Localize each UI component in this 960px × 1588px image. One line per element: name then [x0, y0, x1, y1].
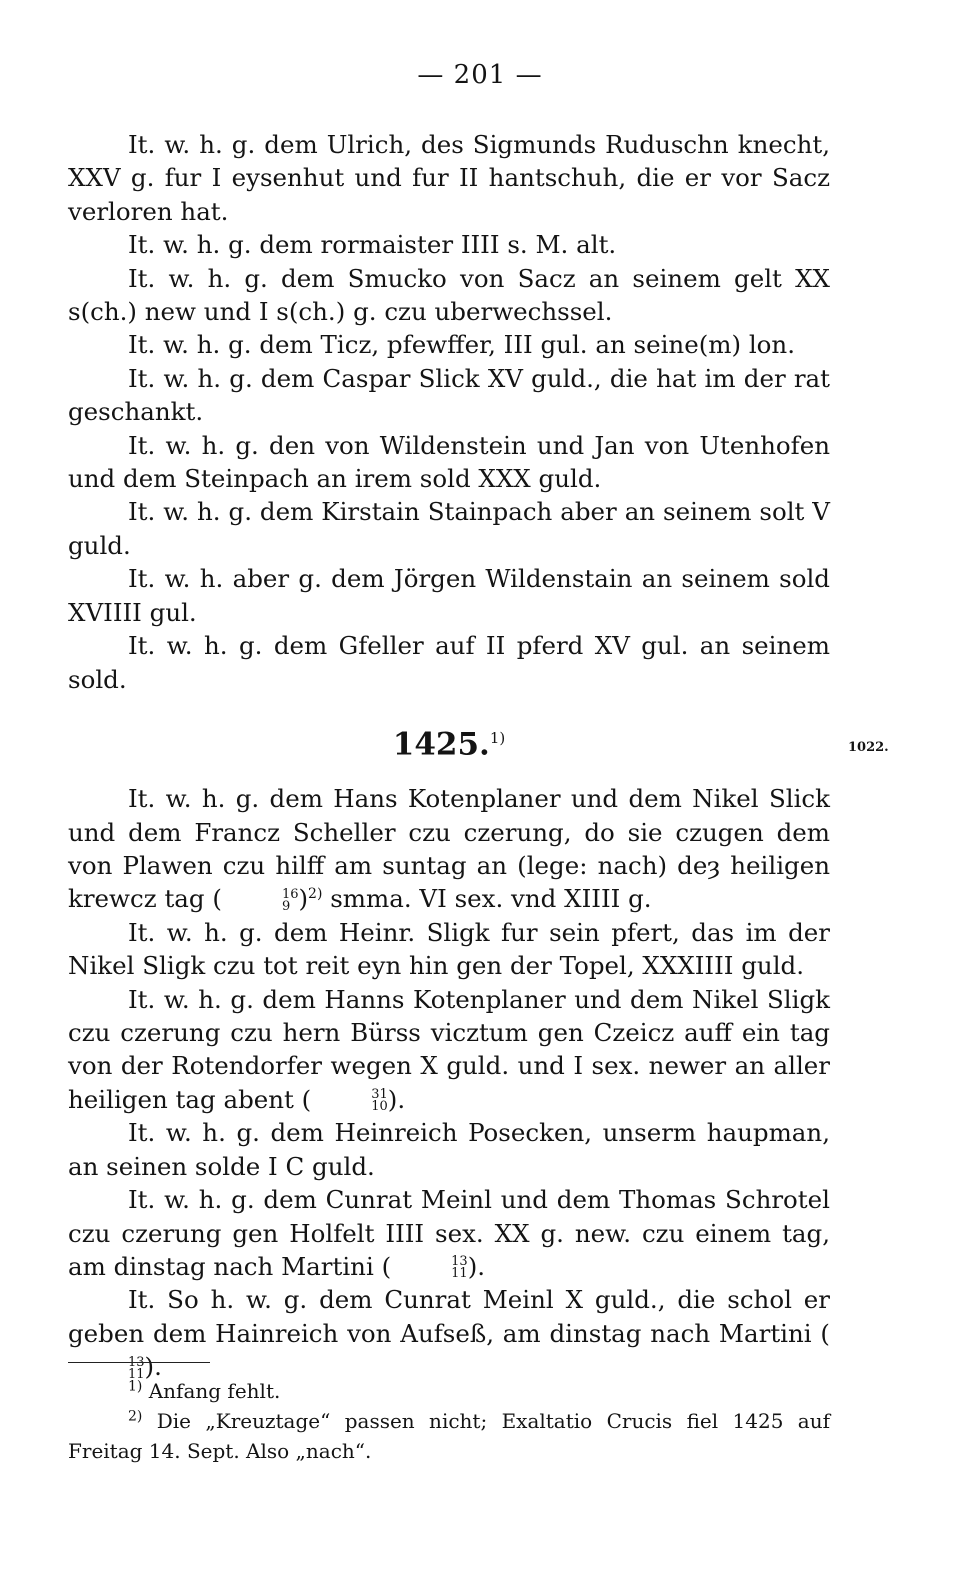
fraction-numerator: 16 — [281, 886, 299, 902]
footnote-marker: 2) — [128, 1408, 143, 1425]
paragraph: It. w. h. g. dem rormaister IIII s. M. alt. — [128, 230, 617, 260]
footnote-text: Anfang fehlt. — [142, 1379, 281, 1403]
paragraph: It. w. h. g. dem Caspar Slick XV guld., die hat im der rat geschankt. — [68, 363, 830, 427]
paragraph-text: It. w. h. g. dem Hanns Kotenplaner und dem Nikel Sligk czu czerung czu hern Bürss vicztum gen Czeicz auff ein tag von der Rotendorfer wegen X guld. und I sex. newer an aller heiligen tag abent ( — [68, 984, 830, 1114]
fraction-numerator: 13 — [128, 1354, 145, 1370]
paragraph: It. w. h. g. dem Ulrich, des Sigmunds Ruduschn knecht, XXV g. fur I eysenhut und fur II hantschuh, die er vor Sacz verloren hat. — [68, 130, 830, 226]
date-fraction — [311, 1089, 388, 1113]
fraction-denominator: 10 — [371, 1099, 388, 1115]
paragraph-text: smma. VI sex. vnd XIIII g. — [322, 884, 652, 914]
fraction-denominator: 11 — [128, 1366, 145, 1382]
paragraph — [68, 782, 830, 916]
margin-number: 1022. — [848, 739, 889, 755]
fraction-denominator: 9 — [281, 898, 291, 914]
date-fraction — [391, 1256, 468, 1280]
heading-footnote-ref: 1) — [489, 728, 506, 747]
paragraph-text: ) — [298, 884, 309, 914]
paragraph: It. w. h. g. dem Smucko von Sacz an seinem gelt XX s(ch.) new und I s(ch.) g. czu uberwechssel. — [68, 263, 830, 327]
footnote-marker: 1) — [128, 1378, 143, 1395]
footnote-ref: 2) — [308, 886, 323, 903]
paragraph-text: ). — [387, 1084, 406, 1114]
paragraph-text: It. w. h. g. dem Cunrat Meinl und dem Thomas Schrotel czu czerung gen Holfelt IIII sex. XX g. new. czu einem tag, am dinstag nach Martini ( — [68, 1185, 830, 1281]
fraction-numerator: 31 — [371, 1087, 388, 1103]
paragraph-text: ). — [467, 1251, 486, 1281]
footnote — [68, 1376, 830, 1406]
paragraph: It. w. h. g. den von Wildenstein und Jan von Utenhofen und dem Steinpach an irem sold XXX guld. — [68, 430, 830, 494]
paragraph: It. w. h. g. dem Gfeller auf II pferd XV gul. an seinem sold. — [68, 631, 830, 694]
main-text — [68, 128, 889, 1384]
paragraph: It. w. h. g. dem Heinr. Sligk fur sein pfert, das im der Nikel Sligk czu tot reit eyn hin gen der Topel, XXXIIII guld. — [68, 917, 830, 981]
paragraph — [68, 1283, 830, 1383]
section-heading — [68, 718, 889, 764]
footnotes — [68, 1376, 830, 1466]
date-fraction — [222, 886, 299, 914]
footnote — [68, 1406, 830, 1466]
footnote-rule — [68, 1362, 210, 1363]
paragraph: It. w. h. g. dem Kirstain Stainpach aber an seinem solt V guld. — [68, 497, 830, 560]
paragraph — [68, 983, 830, 1117]
paragraph-text: ). — [144, 1352, 162, 1382]
paragraph: It. w. h. aber g. dem Jörgen Wildenstain an seinem sold XVIIII gul. — [68, 564, 830, 627]
page-number: — 201 — — [417, 60, 543, 90]
paragraph — [68, 1183, 830, 1283]
fraction-denominator: 11 — [451, 1266, 468, 1282]
heading-year: 1425. — [392, 726, 490, 763]
paragraph: It. w. h. g. dem Ticz, pfewffer, III gul. an seine(m) lon. — [128, 330, 796, 360]
paragraph: It. w. h. g. dem Heinreich Posecken, unserm haupman, an seinen solde I C guld. — [68, 1118, 830, 1181]
paragraph-text: It. w. h. g. dem Hans Kotenplaner und dem Nikel Slick und dem Francz Scheller czu czerung, do sie czugen dem von Plawen czu hilff am suntag an (lege: nach) deȝ heiligen krewcz tag ( — [68, 784, 830, 914]
paragraph-text: It. So h. w. g. dem Cunrat Meinl X guld., die schol er geben dem Hainreich von Aufseß, am dinstag nach Martini ( — [68, 1285, 830, 1348]
fraction-numerator: 13 — [451, 1254, 468, 1270]
footnote-text: Die „Kreuztage“ passen nicht; Exaltatio Crucis fiel 1425 auf Freitag 14. Sept. Also „nach“. — [68, 1409, 830, 1463]
